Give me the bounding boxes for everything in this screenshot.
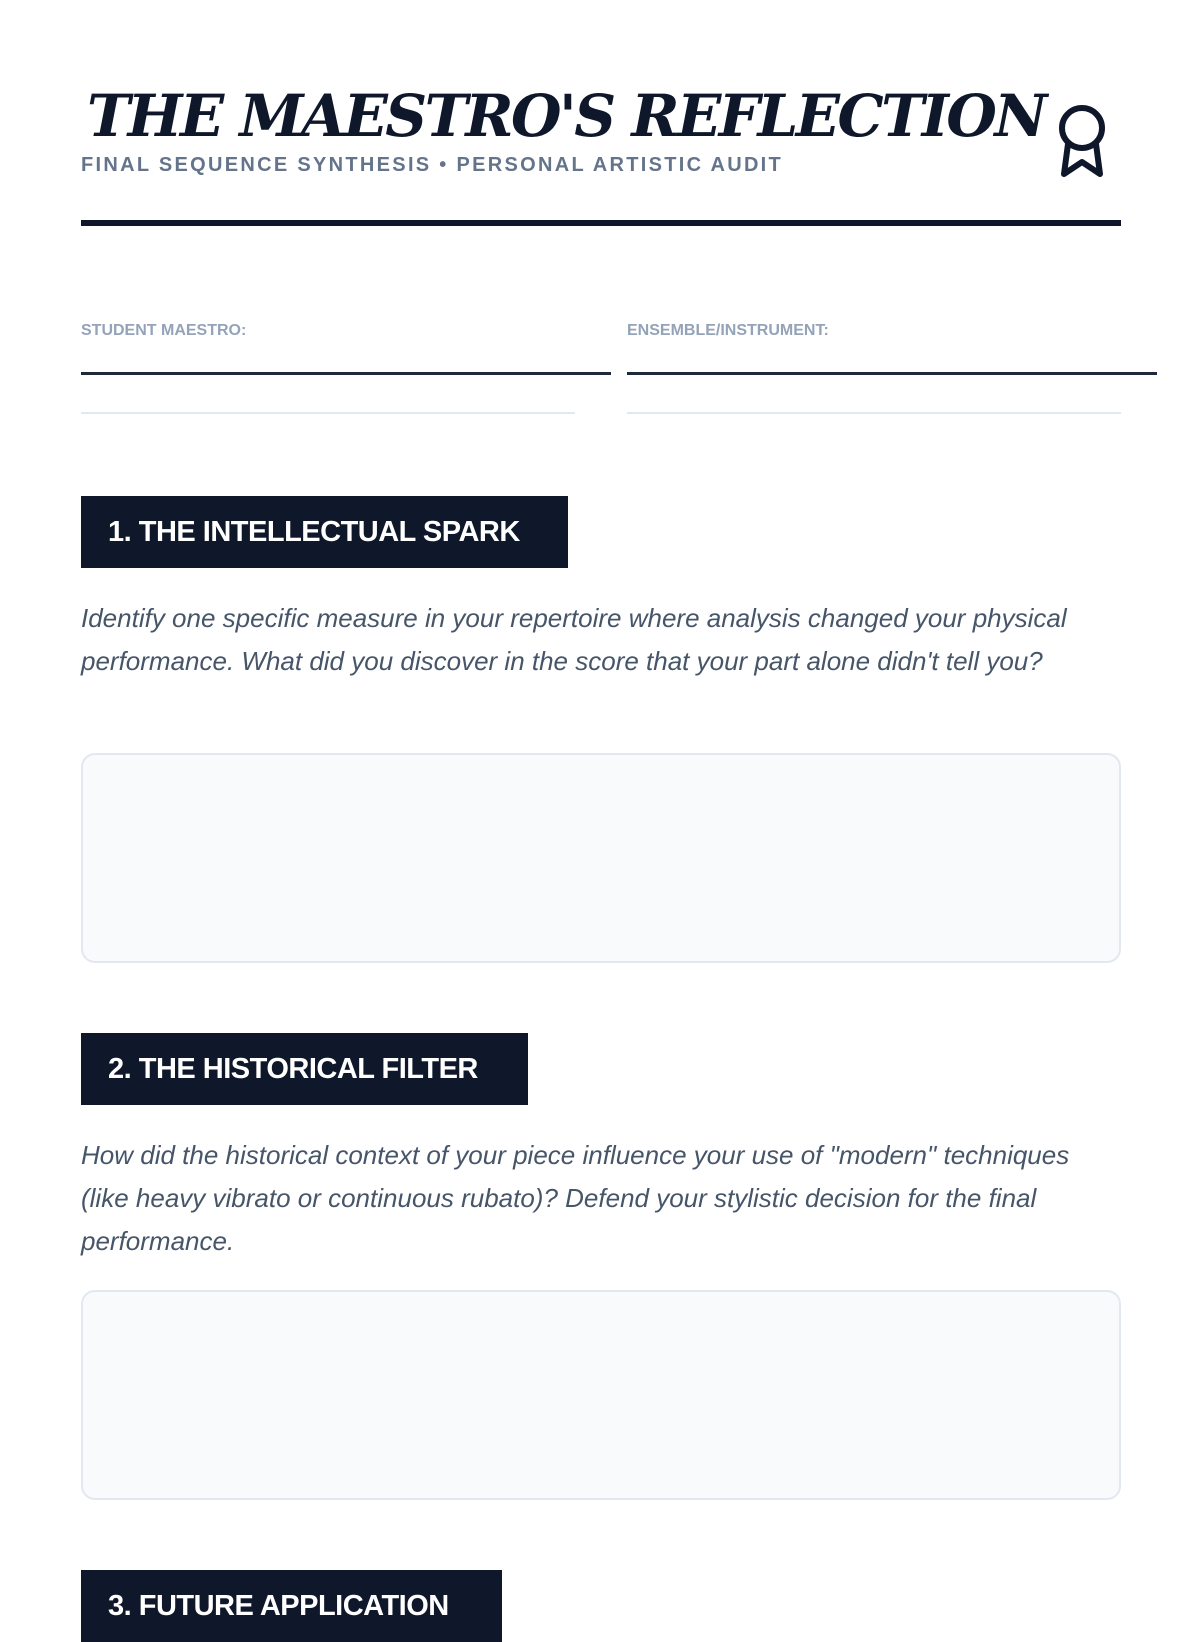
student-maestro-label: STUDENT MAESTRO:	[81, 322, 247, 339]
header-divider	[81, 220, 1121, 226]
ensemble-instrument-input-line[interactable]	[627, 372, 1157, 375]
section-1-answer-box[interactable]	[81, 753, 1121, 963]
page-title: THE MAESTRO'S REFLECTION	[87, 82, 1045, 150]
worksheet-header	[81, 0, 1121, 228]
page-subtitle: FINAL SEQUENCE SYNTHESIS • PERSONAL ARTISTIC AUDIT	[81, 154, 784, 176]
award-ribbon-icon	[1054, 100, 1110, 180]
student-maestro-input-line[interactable]	[81, 372, 611, 375]
section-3-heading: 3. FUTURE APPLICATION	[81, 1570, 502, 1642]
section-1-prompt: Identify one specific measure in your repertoire where analysis changed your physical performance. What did you discover in the score that your part alone didn't tell you?	[81, 603, 1067, 676]
ensemble-instrument-underline	[627, 412, 1121, 414]
ensemble-instrument-label: ENSEMBLE/INSTRUMENT:	[627, 322, 829, 339]
section-2-prompt: How did the historical context of your piece influence your use of "modern" techniques (like heavy vibrato or continuous rubato)? Defend your stylistic decision for the final performance.	[81, 1140, 1070, 1256]
section-1-heading: 1. THE INTELLECTUAL SPARK	[81, 496, 568, 568]
worksheet-page	[81, 0, 1121, 1622]
section-2-answer-box[interactable]	[81, 1290, 1121, 1500]
section-2-heading: 2. THE HISTORICAL FILTER	[81, 1033, 528, 1105]
student-maestro-underline	[81, 412, 575, 414]
